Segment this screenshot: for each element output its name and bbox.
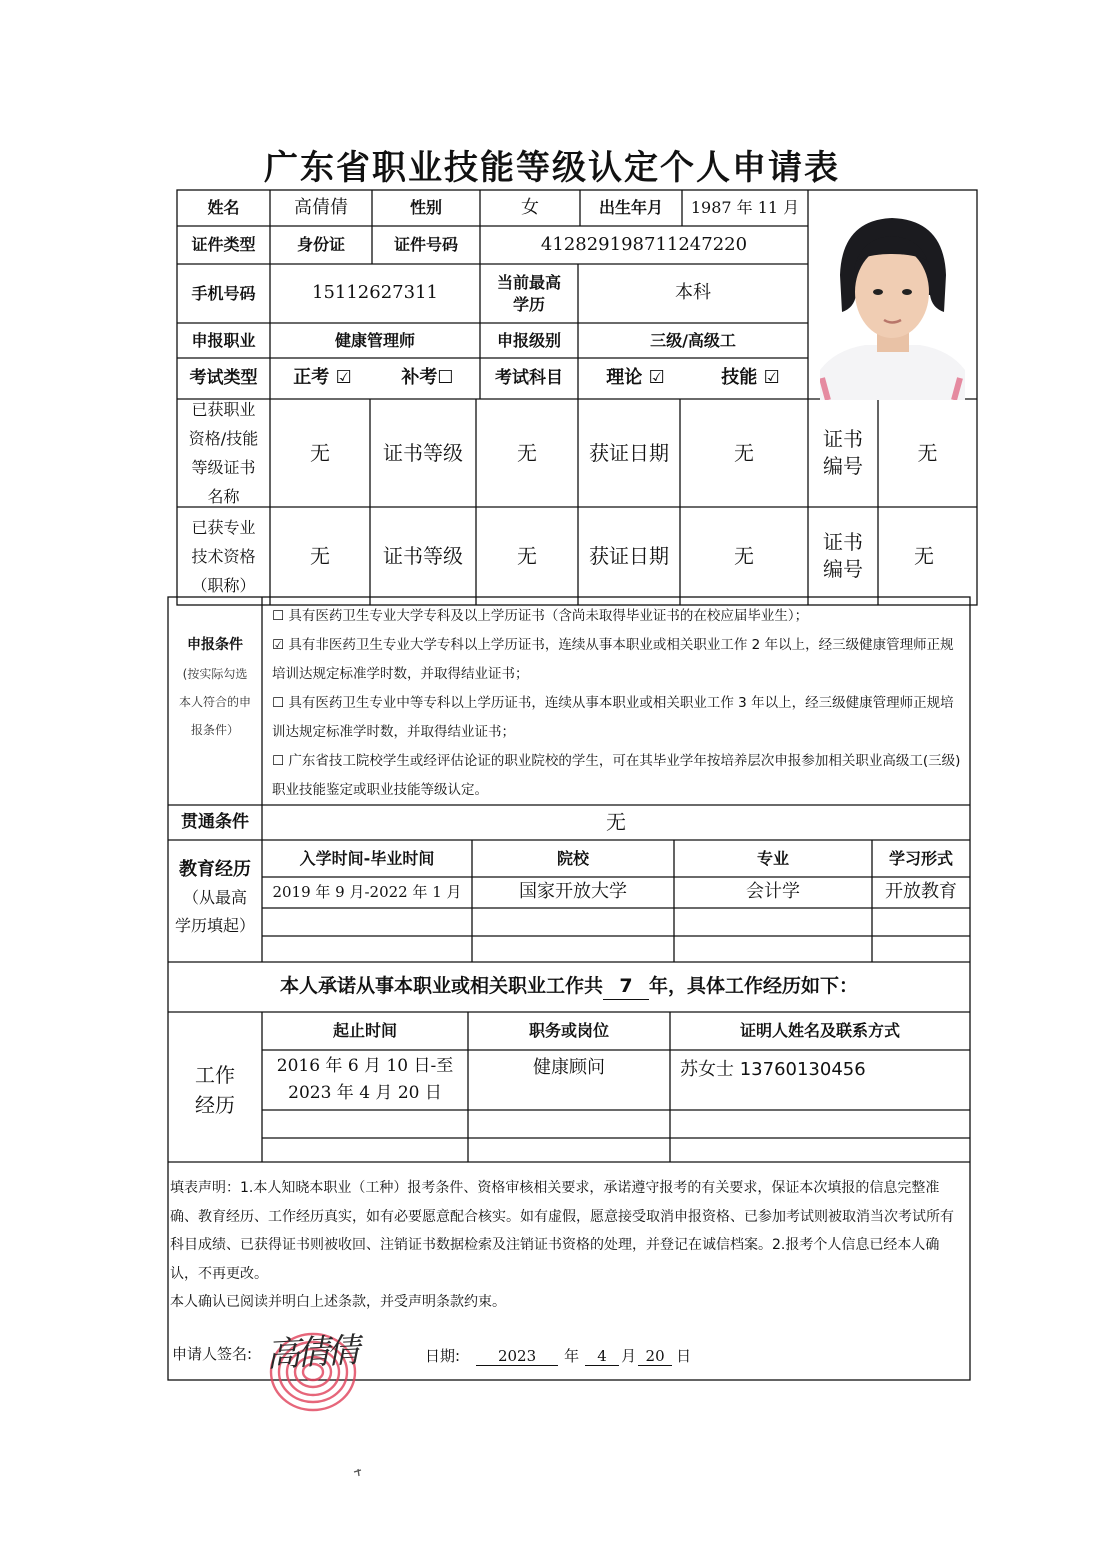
condition-item-3[interactable]: ☐ 具有医药卫生专业中等专科以上学历证书，连续从事本职业或相关职业工作 3 年以上，经三级健康管理师正规培训达规定标准学时数，并取得结业证书； <box>272 695 954 740</box>
professional-title-label <box>177 507 270 605</box>
id-type-label: 证件类型 <box>191 235 256 255</box>
occupation-label: 申报职业 <box>191 330 256 350</box>
work-header-post: 职务或岗位 <box>528 1021 609 1041</box>
work-promise-prefix: 本人承诺从事本职业或相关职业工作共 <box>279 975 603 998</box>
vocational-cert-label <box>177 399 270 507</box>
education-level-label-line2: 学历 <box>512 294 545 314</box>
education-label-block <box>168 852 262 944</box>
declaration-text: 填表声明：1.本人知晓本职业（工种）报考条件、资格审核相关要求，承诺遵守报考的有关要求，保证本次填报的信息完整准确、教育经历、工作经历真实，如有必要愿意配合核实。如有虚假，愿意接受取消申报资格、已参加考试则被取消当次考试所有科目成绩、已获得证书则被收回、注销证书数据检索及注销证书资格的处理，并登记在诚信档案。2.报考个人信息已经本人确认，不再更改。 <box>170 1180 954 1282</box>
signature-label: 申请人签名: <box>172 1345 253 1363</box>
work-header-witness: 证明人姓名及联系方式 <box>739 1021 900 1041</box>
education-row-period[interactable]: 2019 年 9 月-2022 年 1 月 <box>272 883 462 902</box>
declaration-confirm: 本人确认已阅读并明白上述条款，并受声明条款约束。 <box>170 1294 506 1310</box>
vocational-cert-grade-label: 证书等级 <box>383 440 463 465</box>
work-label-line2: 经历 <box>195 1093 235 1117</box>
work-promise-suffix: 年，具体工作经历如下： <box>649 975 859 998</box>
id-no-value[interactable]: 412829198711247220 <box>540 233 748 255</box>
professional-title-date[interactable]: 无 <box>734 543 754 568</box>
through-value[interactable]: 无 <box>606 810 626 834</box>
education-level-label <box>480 264 578 323</box>
work-row-period-end: 2023 年 4 月 20 日 <box>288 1083 442 1103</box>
sign-date-year-unit: 年 <box>564 1347 580 1365</box>
professional-title-name[interactable]: 无 <box>310 543 330 568</box>
work-row-period[interactable] <box>262 1050 468 1110</box>
vocational-cert-name[interactable]: 无 <box>310 440 330 465</box>
sign-date-month-unit: 月 <box>621 1347 637 1365</box>
id-type-value[interactable]: 身份证 <box>296 235 345 255</box>
work-label-line1: 工作 <box>195 1063 235 1087</box>
condition-item-1[interactable]: ☐ 具有医药卫生专业大学专科及以上学历证书（含尚未取得毕业证书的在校应届毕业生）； <box>272 608 809 624</box>
vocational-cert-no-label-line2: 编号 <box>823 454 863 478</box>
professional-title-label-line2: 技术资格 <box>191 546 256 566</box>
conditions-label: 申报条件 <box>187 636 243 653</box>
vocational-cert-no-label <box>808 399 878 507</box>
work-header-period: 起止时间 <box>332 1021 397 1041</box>
exam-skill-checkbox[interactable]: 技能 ☑ <box>721 367 780 389</box>
professional-title-label-line3: （职称） <box>191 575 256 595</box>
education-label: 教育经历 <box>179 859 251 880</box>
work-promise <box>168 962 970 1012</box>
sign-date-label: 日期: <box>425 1347 461 1365</box>
name-label: 姓名 <box>207 198 240 218</box>
exam-regular-checkbox[interactable]: 正考 ☑ <box>293 367 352 389</box>
name-value[interactable]: 高倩倩 <box>294 196 348 218</box>
condition-item-4[interactable]: ☐ 广东省技工院校学生或经评估论证的职业院校的学生，可在其毕业学年按培养层次申报参加相关职业高级工(三级)职业技能鉴定或职业技能等级认定。 <box>272 753 961 798</box>
education-header-period: 入学时间-毕业时间 <box>299 848 435 868</box>
vocational-cert-no-label-line1: 证书 <box>823 427 863 451</box>
conditions-note-line1: (按实际勾选 <box>182 667 248 682</box>
education-level-value[interactable]: 本科 <box>675 282 711 304</box>
phone-value[interactable]: 15112627311 <box>312 282 438 304</box>
conditions-label-block <box>168 620 262 760</box>
work-row-post[interactable]: 健康顾问 <box>533 1056 605 1078</box>
id-no-label: 证件号码 <box>393 235 458 255</box>
gender-value[interactable]: 女 <box>521 196 539 218</box>
work-label-block <box>168 1050 262 1130</box>
work-row-period-start: 2016 年 6 月 10 日-至 <box>276 1056 454 1076</box>
education-header-school: 院校 <box>556 848 589 868</box>
conditions-note-line3: 报条件） <box>190 723 239 738</box>
work-row-witness[interactable]: 苏女士 13760130456 <box>680 1058 866 1080</box>
vocational-cert-label-line4: 名称 <box>207 487 240 506</box>
professional-title-grade-label: 证书等级 <box>383 543 463 568</box>
occupation-value[interactable]: 健康管理师 <box>334 330 415 350</box>
stray-mark <box>352 1466 364 1478</box>
education-level-label-line1: 当前最高 <box>496 272 561 292</box>
professional-title-grade[interactable]: 无 <box>517 543 537 568</box>
page-title: 广东省职业技能等级认定个人申请表 <box>264 148 840 188</box>
education-header-major: 专业 <box>756 848 789 868</box>
vocational-cert-date[interactable]: 无 <box>734 440 754 465</box>
vocational-cert-date-label: 获证日期 <box>589 440 669 465</box>
condition-item-2[interactable]: ☑ 具有非医药卫生专业大学专科以上学历证书，连续从事本职业或相关职业工作 2 年以上，经三级健康管理师正规培训达规定标准学时数，并取得结业证书； <box>272 637 954 682</box>
work-promise-years[interactable]: 7 <box>603 974 649 1001</box>
applicant-photo <box>820 200 965 400</box>
conditions-note-line2: 本人符合的申 <box>178 695 251 710</box>
education-row-mode[interactable]: 开放教育 <box>885 881 957 903</box>
education-row-school[interactable]: 国家开放大学 <box>519 881 627 903</box>
gender-label: 性别 <box>409 198 442 218</box>
vocational-cert-grade[interactable]: 无 <box>517 440 537 465</box>
professional-title-no[interactable]: 无 <box>914 543 934 568</box>
phone-label: 手机号码 <box>191 283 256 303</box>
professional-title-label-line1: 已获专业 <box>191 517 256 537</box>
declaration <box>170 1174 960 1317</box>
professional-title-date-label: 获证日期 <box>589 543 669 568</box>
exam-type-label: 考试类型 <box>189 368 258 389</box>
sign-date-year[interactable]: 2023 <box>476 1347 558 1366</box>
level-value[interactable]: 三级/高级工 <box>650 330 736 350</box>
sign-date-day[interactable]: 20 <box>638 1347 672 1366</box>
education-note-line1: （从最高 <box>182 888 247 907</box>
professional-title-no-label <box>808 507 878 605</box>
level-label: 申报级别 <box>496 330 561 350</box>
sign-date-month[interactable]: 4 <box>585 1347 619 1366</box>
birth-value[interactable]: 1987 年 11 月 <box>690 198 800 218</box>
education-row-major[interactable]: 会计学 <box>746 881 800 903</box>
conditions-list <box>272 602 962 805</box>
professional-title-no-label-line1: 证书 <box>823 530 863 554</box>
birth-label: 出生年月 <box>598 198 663 218</box>
sign-date-day-unit: 日 <box>676 1347 692 1365</box>
exam-subject-label: 考试科目 <box>495 368 563 389</box>
education-header-mode: 学习形式 <box>888 848 953 868</box>
exam-theory-checkbox[interactable]: 理论 ☑ <box>606 367 665 389</box>
vocational-cert-label-line2: 资格/技能 <box>188 429 259 448</box>
education-note-line2: 学历填起） <box>174 916 255 935</box>
sign-date <box>425 1345 691 1366</box>
through-label: 贯通条件 <box>181 812 249 833</box>
signature-handwriting: 高倩倩 <box>265 1330 358 1376</box>
vocational-cert-label-line3: 等级证书 <box>191 458 256 477</box>
vocational-cert-label-line1: 已获职业 <box>191 400 256 419</box>
exam-makeup-checkbox[interactable]: 补考☐ <box>401 367 454 389</box>
professional-title-no-label-line2: 编号 <box>823 557 863 581</box>
vocational-cert-no[interactable]: 无 <box>917 440 938 465</box>
